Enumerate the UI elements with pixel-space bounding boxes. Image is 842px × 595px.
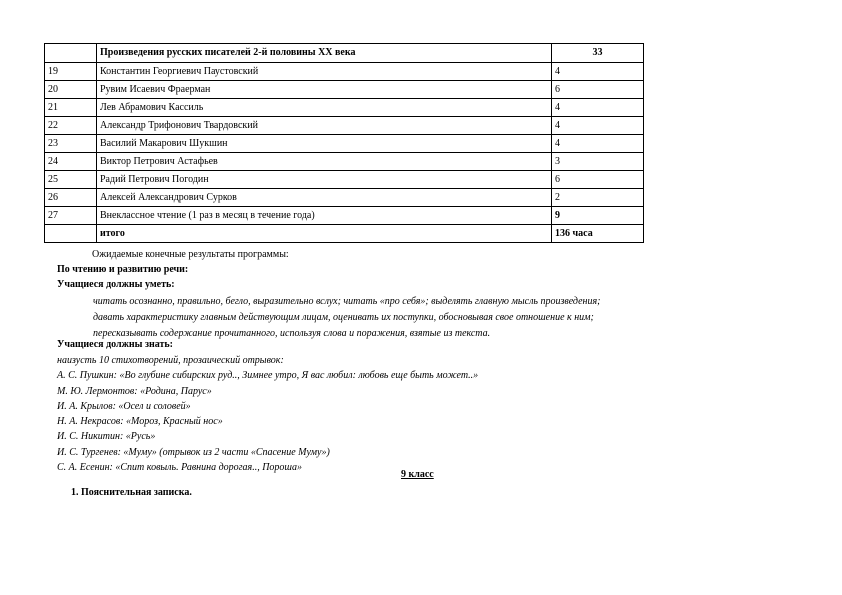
row-number: 23: [45, 135, 97, 153]
table-row: [45, 153, 644, 171]
heading-reading: По чтению и развитию речи:: [57, 264, 189, 275]
table-row: [45, 171, 644, 189]
row-number: 21: [45, 99, 97, 117]
results-intro: Ожидаемые конечные результаты программы:: [92, 249, 289, 260]
row-number: 19: [45, 63, 97, 81]
table-cell-num: [45, 44, 97, 63]
row-title: Лев Абрамович Кассиль: [97, 99, 552, 117]
row-title: Алексей Александрович Сурков: [97, 189, 552, 207]
program-table: [44, 43, 644, 243]
work-item: наизусть 10 стихотворений, прозаический отрывок:: [57, 355, 284, 366]
section-heading: 1. Пояснительная записка.: [71, 487, 192, 498]
row-hours: 3: [552, 153, 644, 171]
table-section-title: Произведения русских писателей 2-й половины ХХ века: [97, 44, 552, 63]
work-item: М. Ю. Лермонтов: «Родина, Парус»: [57, 385, 212, 397]
skill-item: пересказывать содержание прочитанного, используя слова и поражения, взятые из текста.: [93, 328, 491, 339]
row-hours: 4: [552, 99, 644, 117]
work-item: И. С. Тургенев: «Муму» (отрывок из 2 части «Спасение Муму»): [57, 446, 330, 458]
total-number: [45, 225, 97, 243]
works-list: [57, 353, 478, 475]
table-section-hours: 33: [552, 44, 644, 63]
table-row: [45, 99, 644, 117]
row-hours: 2: [552, 189, 644, 207]
row-title: Виктор Петрович Астафьев: [97, 153, 552, 171]
heading-knowledge: Учащиеся должны знать:: [57, 339, 174, 350]
skills-list: [93, 294, 600, 342]
skill-item: читать осознанно, правильно, бегло, выразительно вслух; читать «про себя»; выделять главную мысль произведения;: [93, 296, 601, 307]
row-title: Александр Трифонович Твардовский: [97, 117, 552, 135]
heading-skills: Учащиеся должны уметь:: [57, 279, 175, 290]
table-row: [45, 117, 644, 135]
total-label: итого: [97, 225, 552, 243]
table-header-row: [45, 44, 644, 63]
work-item: А. С. Пушкин: «Во глубине сибирских руд.., Зимнее утро, Я вас любил: любовь еще быть может..»: [57, 370, 479, 382]
row-number: 22: [45, 117, 97, 135]
row-title: Константин Георгиевич Паустовский: [97, 63, 552, 81]
skill-item: давать характеристику главным действующим лицам, оценивать их поступки, обосновывая свое отношение к ним;: [93, 312, 594, 323]
row-hours: 4: [552, 117, 644, 135]
table-row: [45, 207, 644, 225]
row-number: 20: [45, 81, 97, 99]
work-item: Н. А. Некрасов: «Мороз, Красный нос»: [57, 416, 223, 428]
table-row: [45, 135, 644, 153]
row-hours: 6: [552, 171, 644, 189]
row-title: Внеклассное чтение (1 раз в месяц в течение года): [97, 207, 552, 225]
row-hours: 6: [552, 81, 644, 99]
row-number: 24: [45, 153, 97, 171]
total-hours: 136 часа: [552, 225, 644, 243]
work-item: И. С. Никитин: «Русь»: [57, 431, 156, 443]
row-title: Рувим Исаевич Фраерман: [97, 81, 552, 99]
row-number: 25: [45, 171, 97, 189]
grade-heading: 9 класс: [401, 469, 434, 480]
row-number: 26: [45, 189, 97, 207]
row-hours: 4: [552, 63, 644, 81]
row-title: Радий Петрович Погодин: [97, 171, 552, 189]
table-row: [45, 189, 644, 207]
work-item: И. А. Крылов: «Осел и соловей»: [57, 400, 191, 412]
table-row: [45, 81, 644, 99]
row-hours: 4: [552, 135, 644, 153]
row-title: Василий Макарович Шукшин: [97, 135, 552, 153]
row-number: 27: [45, 207, 97, 225]
work-item: С. А. Есенин: «Спит ковыль. Равнина дорогая.., Пороша»: [57, 462, 302, 474]
table-row: [45, 63, 644, 81]
table-total-row: [45, 225, 644, 243]
row-hours: 9: [552, 207, 644, 225]
